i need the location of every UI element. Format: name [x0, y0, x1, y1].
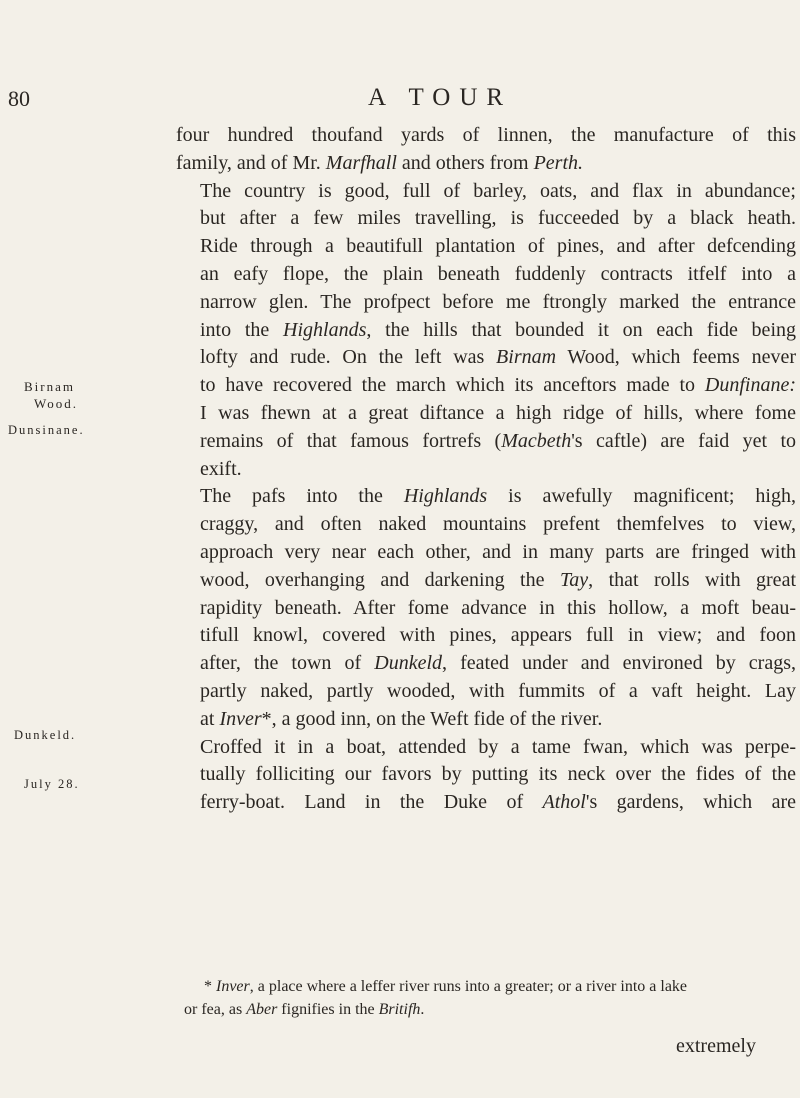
marginal-note-birnam-wood: Birnam Wood.	[24, 379, 78, 411]
text-line: exift.	[200, 457, 242, 480]
text-line: remains of that famous fortrefs (Macbeth's caftle) are faid yet to	[200, 429, 797, 452]
text-line: into the Highlands, the hills that bounded it on each fide being	[200, 318, 796, 341]
text-line: Ride through a beautifull plantation of pines, and after defcending	[200, 235, 796, 258]
text-line: wood, overhanging and darkening the Tay, that rolls with great	[200, 568, 796, 591]
marginal-note-july-28: July 28.	[24, 777, 80, 791]
footnote-line: * Inver, a place where a leffer river runs into a greater; or a river into a lake	[204, 978, 688, 995]
text-line: family, and of Mr. Marfhall and others from Perth.	[176, 151, 583, 174]
marginal-note-dunsinane: Dunsinane.	[8, 423, 85, 437]
page-number: 80	[8, 86, 30, 111]
text-line: an eafy flope, the plain beneath fuddenly contracts itfelf into a	[200, 262, 796, 285]
footnote-line: or fea, as Aber fignifies in the Britifh.	[184, 1001, 425, 1018]
text-line: lofty and rude. On the left was Birnam Wood, which feems never	[200, 346, 796, 369]
text-line: at Inver*, a good inn, on the Weft fide of the river.	[200, 707, 603, 730]
text-line: after, the town of Dunkeld, feated under and environed by crags,	[200, 652, 796, 675]
text-line: The country is good, full of barley, oats, and flax in abundance;	[200, 179, 796, 202]
marginal-note-dunkeld: Dunkeld.	[14, 728, 77, 742]
text-line: I was fhewn at a great diftance a high ridge of hills, where fome	[200, 401, 796, 424]
text-line: The pafs into the Highlands is awefully magnificent; high,	[200, 485, 796, 508]
text-line: tifull knowl, covered with pines, appears full in view; and foon	[200, 624, 796, 647]
paragraph-4	[176, 734, 796, 817]
text-line: narrow glen. The profpect before me ftrongly marked the entrance	[200, 290, 796, 313]
text-line: four hundred thoufand yards of linnen, the manufacture of this	[176, 124, 796, 146]
catchword: extremely	[676, 1035, 756, 1057]
text-line: rapidity beneath. After fome advance in this hollow, a moft beau-	[200, 596, 796, 619]
text-line: tually folliciting our favors by putting its neck over the fides of the	[200, 763, 796, 786]
paragraph-1	[176, 122, 796, 178]
text-line: craggy, and often naked mountains prefent themfelves to view,	[200, 513, 796, 536]
running-head: A TOUR	[368, 84, 513, 111]
text-line: but after a few miles travelling, is fucceeded by a black heath.	[200, 207, 796, 230]
footnote	[184, 975, 786, 1021]
text-line: to have recovered the march which its anceftors made to Dunfinane:	[200, 374, 796, 397]
paragraph-2	[176, 178, 796, 484]
text-line: approach very near each other, and in many parts are fringed with	[200, 540, 796, 563]
text-line: ferry-boat. Land in the Duke of Athol's gardens, which are	[200, 791, 797, 814]
paragraph-3	[176, 483, 796, 733]
body-text	[176, 122, 796, 817]
text-line: Croffed it in a boat, attended by a tame fwan, which was perpe-	[200, 735, 796, 758]
text-line: partly naked, partly wooded, with fummits of a vaft height. Lay	[200, 679, 796, 702]
